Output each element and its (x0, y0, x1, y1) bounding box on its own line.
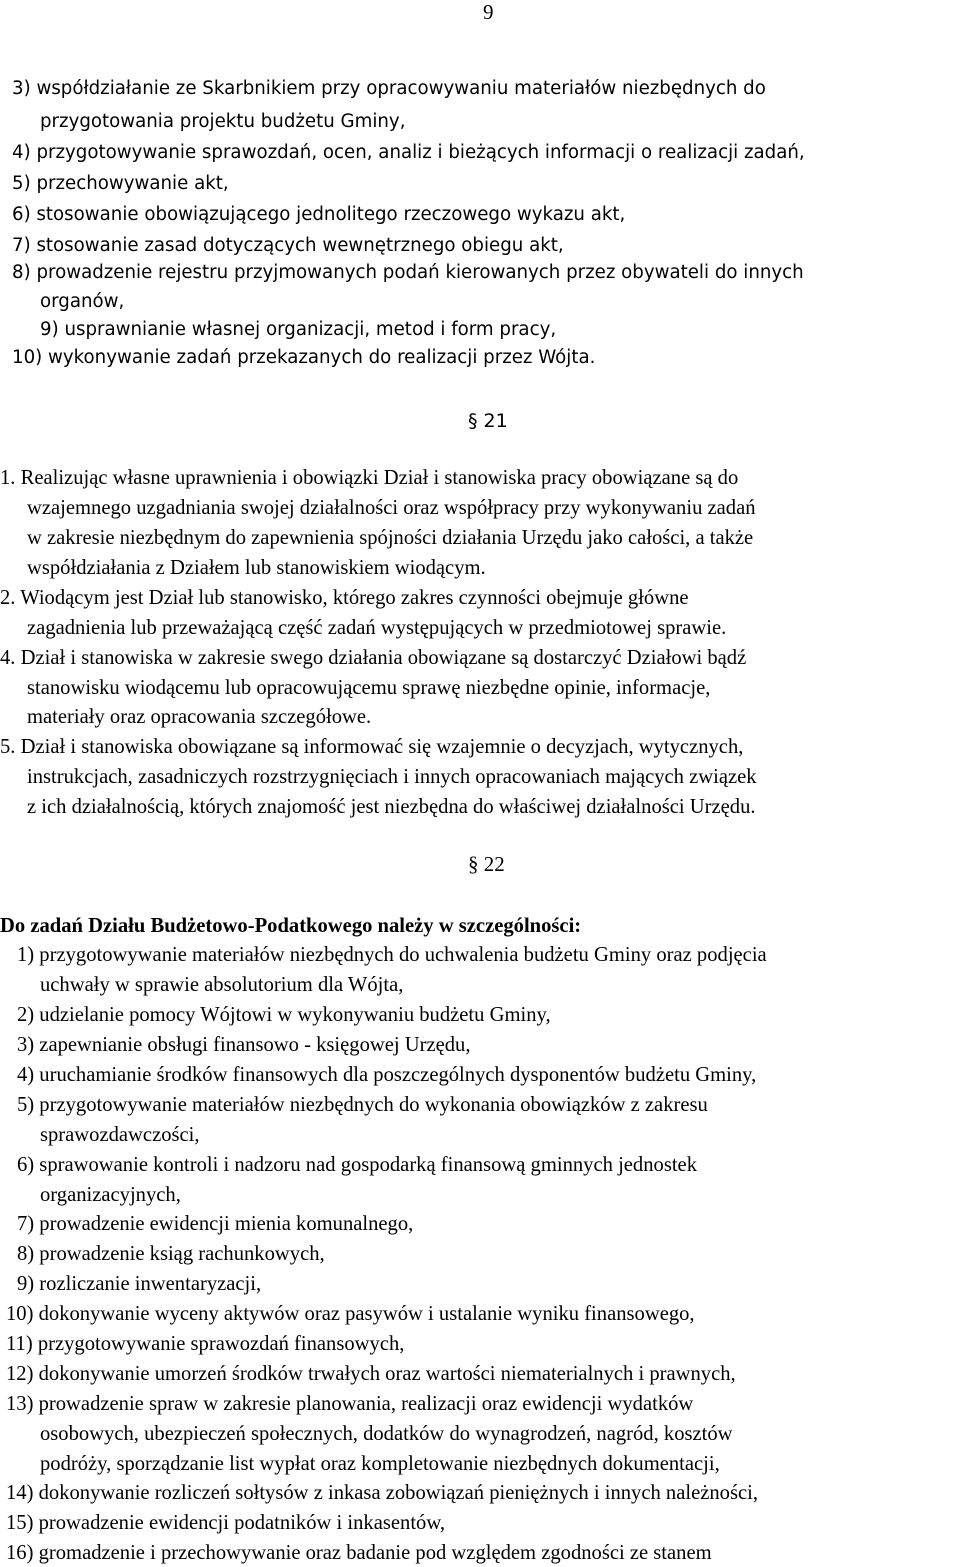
list-item: 16) gromadzenie i przechowywanie oraz badanie pod względem zgodności ze stanem (6, 1542, 712, 1564)
list-item: 8) prowadzenie ksiąg rachunkowych, (17, 1243, 325, 1265)
paragraph-line: 2. Wiodącym jest Dział lub stanowisko, którego zakres czynności obejmuje główne (0, 587, 689, 609)
paragraph-line: 5. Dział i stanowiska obowiązane są informować się wzajemnie o decyzjach, wytycznych, (0, 736, 744, 758)
list-item: 11) przygotowywanie sprawozdań finansowych, (6, 1333, 405, 1355)
list-item: 3) współdziałanie ze Skarbnikiem przy opracowywaniu materiałów niezbędnych do (12, 78, 766, 99)
paragraph-line: stanowisku wiodącemu lub opracowującemu sprawę niezbędne opinie, informacje, (27, 677, 711, 699)
list-item: organów, (40, 291, 125, 312)
list-item: 15) prowadzenie ewidencji podatników i inkasentów, (6, 1512, 446, 1534)
list-item: 1) przygotowywanie materiałów niezbędnych do uchwalenia budżetu Gminy oraz podjęcia (17, 944, 767, 966)
list-item: sprawozdawczości, (40, 1124, 200, 1146)
list-item: 10) wykonywanie zadań przekazanych do realizacji przez Wójta. (12, 347, 596, 368)
page-number: 9 (483, 0, 494, 24)
list-item: przygotowania projektu budżetu Gminy, (40, 111, 406, 132)
list-item: organizacyjnych, (40, 1184, 181, 1206)
list-item: 10) dokonywanie wyceny aktywów oraz pasywów i ustalanie wyniku finansowego, (6, 1303, 695, 1325)
section-heading: Do zadań Działu Budżetowo-Podatkowego należy w szczególności: (0, 915, 582, 937)
list-item: 7) stosowanie zasad dotyczących wewnętrznego obiegu akt, (12, 235, 564, 256)
paragraph-line: wzajemnego uzgadniania swojej działalności oraz współpracy przy wykonywaniu zadań (27, 497, 756, 519)
list-item: 9) usprawnianie własnej organizacji, metod i form pracy, (40, 319, 557, 340)
list-item: podróży, sporządzanie list wypłat oraz kompletowanie niezbędnych dokumentacji, (40, 1453, 720, 1475)
list-item: 12) dokonywanie umorzeń środków trwałych oraz wartości niematerialnych i prawnych, (6, 1363, 736, 1385)
list-item: 3) zapewnianie obsługi finansowo - księgowej Urzędu, (17, 1034, 471, 1056)
list-item: 6) stosowanie obowiązującego jednolitego rzeczowego wykazu akt, (12, 204, 626, 225)
list-item: 14) dokonywanie rozliczeń sołtysów z inkasa zobowiązań pieniężnych i innych należności, (6, 1482, 758, 1504)
paragraph-line: w zakresie niezbędnym do zapewnienia spójności działania Urzędu jako całości, a także (27, 527, 754, 549)
list-item: 6) sprawowanie kontroli i nadzoru nad gospodarką finansową gminnych jednostek (17, 1154, 697, 1176)
list-item: 4) uruchamianie środków finansowych dla poszczególnych dysponentów budżetu Gminy, (17, 1064, 757, 1086)
paragraph-number-value: 21 (483, 410, 508, 432)
list-item: 2) udzielanie pomocy Wójtowi w wykonywaniu budżetu Gminy, (17, 1004, 551, 1026)
paragraph-number: § 21 (468, 410, 508, 432)
list-item: 7) prowadzenie ewidencji mienia komunalnego, (17, 1213, 414, 1235)
list-item: 4) przygotowywanie sprawozdań, ocen, analiz i bieżących informacji o realizacji zadań, (12, 142, 805, 163)
list-item: osobowych, ubezpieczeń społecznych, dodatków do wynagrodzeń, nagród, kosztów (40, 1423, 733, 1445)
paragraph-number: § 22 (468, 852, 505, 876)
list-item: 13) prowadzenie spraw w zakresie planowania, realizacji oraz ewidencji wydatków (6, 1393, 694, 1415)
paragraph-line: współdziałania z Działem lub stanowiskiem wiodącym. (27, 557, 486, 579)
list-item: 9) rozliczanie inwentaryzacji, (17, 1273, 262, 1295)
paragraph-line: instrukcjach, zasadniczych rozstrzygnięciach i innych opracowaniach mających związek (27, 766, 757, 788)
paragraph-line: 4. Dział i stanowiska w zakresie swego działania obowiązane są dostarczyć Działowi bądź (0, 647, 747, 669)
paragraph-line: z ich działalnością, których znajomość jest niezbędna do właściwej działalności Urzędu. (27, 796, 756, 818)
paragraph-line: materiały oraz opracowania szczegółowe. (27, 706, 372, 728)
paragraph-line: zagadnienia lub przeważającą część zadań występujących w przedmiotowej sprawie. (27, 617, 727, 639)
list-item: uchwały w sprawie absolutorium dla Wójta, (40, 974, 404, 996)
list-item: 5) przechowywanie akt, (12, 173, 229, 194)
list-item: 8) prowadzenie rejestru przyjmowanych podań kierowanych przez obywateli do innych (12, 262, 804, 283)
list-item: 5) przygotowywanie materiałów niezbędnych do wykonania obowiązków z zakresu (17, 1094, 708, 1116)
paragraph-line: 1. Realizując własne uprawnienia i obowiązki Dział i stanowiska pracy obowiązane są do (0, 467, 739, 489)
paragraph-number-value: 22 (483, 852, 505, 876)
